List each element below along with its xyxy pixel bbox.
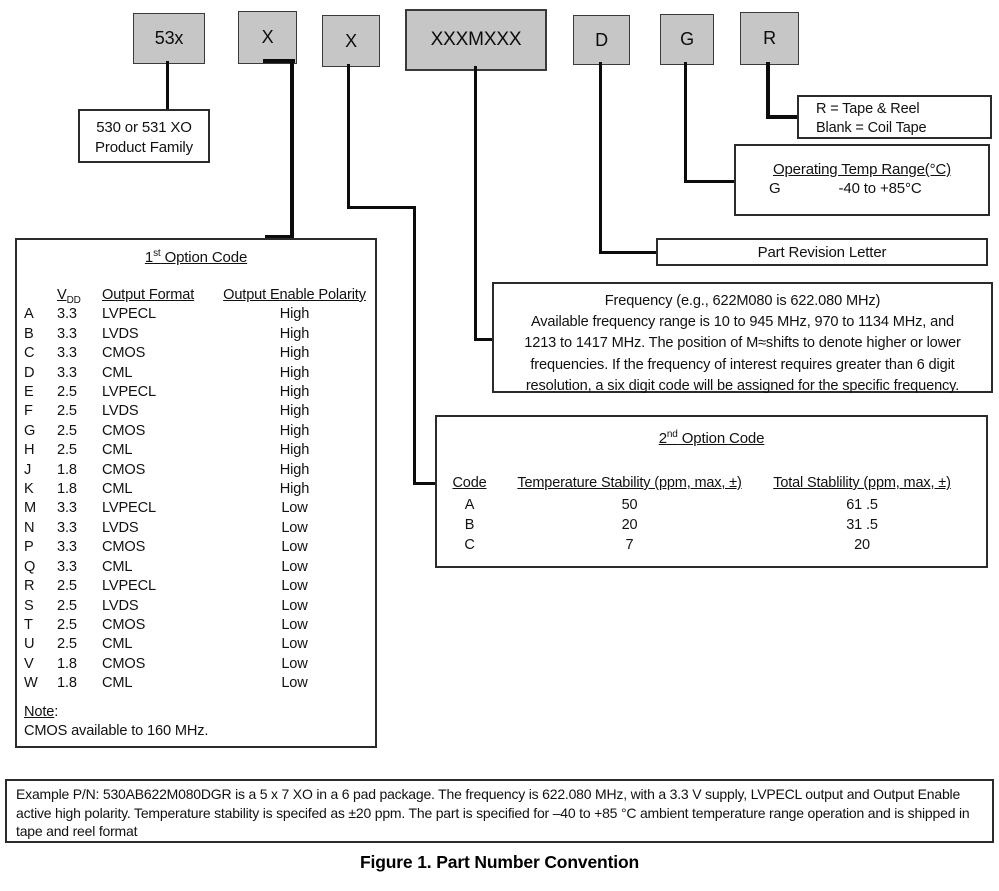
option1-cell-polarity: Low [281, 539, 308, 556]
option1-row [17, 383, 375, 402]
option1-cell-format: CML [102, 364, 133, 381]
option1-cell-code: P [24, 539, 34, 556]
option1-cell-vdd: 2.5 [57, 422, 77, 439]
part-code-box-option1 [238, 11, 297, 64]
option1-cell-format: LVPECL [102, 578, 156, 595]
operating-temp-title: Operating Temp Range(°C) [772, 161, 952, 178]
option1-cell-format: CML [102, 558, 133, 575]
option1-cell-code: S [24, 597, 34, 614]
option1-cell-format: CML [102, 481, 133, 498]
option1-cell-polarity: Low [281, 558, 308, 575]
connector-revision-horizontal [599, 251, 657, 254]
frequency-line: Frequency (e.g., 622M080 is 622.080 MHz) [604, 293, 881, 309]
option1-row [17, 305, 375, 324]
option1-cell-format: LVDS [102, 325, 139, 342]
option1-cell-format: CMOS [102, 461, 146, 478]
option2-header-row [437, 473, 986, 493]
option2-rows [437, 495, 986, 555]
option1-cell-code: R [24, 578, 35, 595]
option1-cell-format: CMOS [102, 539, 146, 556]
part-code-box-reel [740, 12, 799, 65]
option1-cell-format: CML [102, 636, 133, 653]
option1-row [17, 674, 375, 693]
tape-reel-line1: R = Tape & Reel [816, 101, 920, 117]
option1-row [17, 461, 375, 480]
option1-cell-code: N [24, 519, 35, 536]
option1-cell-polarity: Low [281, 616, 308, 633]
example-text: Example P/N: 530AB622M080DGR is a 5 x 7 XO in a 6 pad package. The frequency is 622.080 MHz, with a 3.3 V supply, LVPECL output and Output Enable active high polarity. Temperature stability is specifed as ±20 ppm. The part is specified for –40 to +85 °C ambient temperature range operation and is shipped in tape and reel format [16, 786, 970, 840]
frequency-line: resolution, a six digit code will be assigned for the specific frequency. [525, 377, 960, 394]
part-code-box-temp [660, 14, 714, 65]
option1-cell-vdd: 1.8 [57, 655, 77, 672]
option1-row [17, 616, 375, 635]
option1-cell-code: B [24, 325, 34, 342]
option1-cell-vdd: 1.8 [57, 481, 77, 498]
example-box [5, 779, 994, 843]
option2-header-code: Code [452, 475, 487, 491]
figure-caption: Figure 1. Part Number Convention [359, 852, 640, 872]
option1-cell-polarity: High [279, 384, 310, 401]
option1-cell-vdd: 3.3 [57, 345, 77, 362]
option1-cell-code: J [24, 461, 32, 478]
part-revision-label: Part Revision Letter [757, 244, 887, 261]
option1-note: Note: CMOS available to 160 MHz. [17, 703, 375, 742]
option1-cell-vdd: 1.8 [57, 675, 77, 692]
option1-cell-polarity: Low [281, 636, 308, 653]
option1-cell-polarity: Low [281, 597, 308, 614]
option1-title: 1st Option Code [144, 248, 248, 266]
option1-cell-code: Q [24, 558, 36, 575]
connector-revision-vertical [599, 62, 602, 254]
option1-cell-vdd: 2.5 [57, 442, 77, 459]
option1-cell-vdd: 2.5 [57, 403, 77, 420]
option1-row [17, 635, 375, 654]
product-family-line1: 530 or 531 XO [96, 119, 192, 136]
option1-cell-polarity: Low [281, 675, 308, 692]
option1-row [17, 519, 375, 538]
option1-cell-format: LVPECL [102, 500, 156, 517]
option1-header-vdd: $V_{DD}$ [57, 287, 81, 306]
connector-temp-horizontal [684, 180, 735, 183]
option1-row [17, 558, 375, 577]
product-family-line2: Product Family [95, 138, 193, 156]
option2-cell-total: 31 .5 [846, 517, 878, 533]
tape-reel-line2: Blank = Coil Tape [816, 120, 927, 136]
option1-cell-polarity: High [279, 403, 310, 420]
option1-row [17, 402, 375, 421]
option1-cell-polarity: High [279, 422, 310, 439]
option2-cell-total: 20 [854, 537, 870, 553]
connector-option1-vertical [290, 59, 294, 239]
option1-header-row [17, 286, 375, 305]
option1-cell-format: LVDS [102, 403, 139, 420]
part-code-box-family [133, 13, 205, 64]
option1-cell-format: CMOS [102, 345, 146, 362]
part-code-label: X [345, 30, 357, 51]
part-revision-box [656, 238, 988, 266]
connector-option2-v2 [413, 206, 416, 485]
frequency-line: 1213 to 1417 MHz. The position of M≈shifts to denote higher or lower [524, 335, 961, 352]
option2-cell-temp: 7 [625, 537, 634, 553]
connector-option2-v1 [347, 64, 350, 209]
option1-cell-polarity: Low [281, 655, 308, 672]
option1-cell-code: F [24, 403, 33, 420]
option1-cell-format: LVDS [102, 519, 139, 536]
option1-row [17, 538, 375, 557]
option1-row [17, 655, 375, 674]
part-code-label: G [680, 29, 694, 49]
part-code-label: R [763, 28, 776, 48]
option1-cell-code: U [24, 636, 35, 653]
option1-cell-vdd: 3.3 [57, 539, 77, 556]
connector-option2-h2 [413, 482, 436, 485]
option1-cell-vdd: 3.3 [57, 306, 77, 323]
option1-cell-polarity: High [279, 345, 310, 362]
option1-header-format: Output Format [102, 287, 195, 303]
option1-cell-code: V [24, 655, 34, 672]
option1-row [17, 577, 375, 596]
option1-cell-code: K [24, 481, 34, 498]
connector-frequency-horizontal [474, 338, 493, 341]
operating-temp-box [734, 144, 990, 216]
option1-cell-format: LVPECL [102, 384, 156, 401]
option1-row [17, 499, 375, 518]
part-code-label: X [261, 27, 274, 47]
option1-cell-format: CMOS [102, 616, 146, 633]
option1-cell-polarity: Low [281, 519, 308, 536]
part-code-label: D [595, 29, 608, 50]
connector-reel-vertical [766, 62, 770, 119]
option1-row [17, 325, 375, 344]
option2-cell-temp: 50 [621, 497, 638, 513]
option1-cell-vdd: 3.3 [57, 364, 77, 381]
option2-cell-code: B [464, 517, 475, 533]
part-code-box-frequency [405, 9, 547, 71]
operating-temp-code: G [769, 180, 781, 197]
option2-cell-code: C [464, 537, 475, 553]
option1-cell-code: T [24, 616, 33, 633]
option2-cell-temp: 20 [621, 517, 638, 533]
option1-cell-vdd: 3.3 [57, 558, 77, 575]
option1-cell-vdd: 1.8 [57, 461, 77, 478]
frequency-line: Available frequency range is 10 to 945 MHz, 970 to 1134 MHz, and [530, 314, 955, 331]
option2-title: 2nd Option Code [658, 429, 765, 447]
option1-cell-polarity: Low [281, 578, 308, 595]
option1-row [17, 364, 375, 383]
option1-cell-format: LVDS [102, 597, 139, 614]
option1-cell-polarity: Low [281, 500, 308, 517]
connector-reel-horizontal [766, 115, 798, 119]
option1-cell-code: G [24, 422, 36, 439]
option1-cell-code: A [24, 306, 34, 323]
option1-rows [17, 305, 375, 693]
frequency-line: frequencies. If the frequency of interest requires greater than 6 digit [530, 356, 955, 373]
frequency-box [492, 282, 993, 393]
option2-header-total: Total Stablility (ppm, max, ±) [773, 475, 951, 491]
option1-row [17, 597, 375, 616]
option2-box [435, 415, 988, 568]
option1-cell-polarity: High [279, 481, 310, 498]
option1-cell-polarity: High [279, 364, 310, 381]
option1-cell-vdd: 3.3 [57, 519, 77, 536]
tape-reel-box [797, 95, 992, 139]
option1-cell-format: CML [102, 675, 133, 692]
option1-cell-code: D [24, 364, 35, 381]
option2-row [437, 515, 986, 535]
option1-cell-format: CML [102, 442, 133, 459]
part-code-label: 53x [154, 28, 184, 48]
part-code-label: XXXMXXX [430, 29, 522, 50]
option1-cell-code: M [24, 500, 37, 517]
option2-row [437, 535, 986, 555]
part-code-box-option2 [322, 15, 380, 67]
option1-cell-vdd: 3.3 [57, 325, 77, 342]
option1-cell-format: CMOS [102, 655, 146, 672]
option1-cell-vdd: 2.5 [57, 616, 77, 633]
option1-cell-vdd: 2.5 [57, 636, 77, 653]
option1-cell-vdd: 2.5 [57, 597, 77, 614]
option1-cell-code: H [24, 442, 35, 459]
option2-cell-total: 61 .5 [846, 497, 878, 513]
option1-header-polarity: Output Enable Polarity [223, 287, 366, 303]
option1-cell-polarity: High [279, 325, 310, 342]
option1-table [17, 286, 375, 694]
operating-temp-range: -40 to +85°C [838, 180, 922, 197]
connector-temp-vertical [684, 62, 687, 183]
connector-family [166, 61, 169, 110]
option1-cell-code: E [24, 384, 34, 401]
option1-cell-code: W [24, 675, 38, 692]
option1-cell-polarity: High [279, 306, 310, 323]
option1-cell-vdd: 3.3 [57, 500, 77, 517]
option1-note-text: CMOS available to 160 MHz. [24, 722, 209, 739]
option1-row [17, 344, 375, 363]
option1-row [17, 422, 375, 441]
option1-cell-format: CMOS [102, 422, 146, 439]
product-family-box [78, 109, 210, 163]
connector-option2-h1 [347, 206, 416, 209]
option1-box [15, 238, 377, 748]
option1-cell-polarity: High [279, 461, 310, 478]
option2-row [437, 495, 986, 515]
option1-cell-vdd: 2.5 [57, 384, 77, 401]
option1-row [17, 441, 375, 460]
option1-cell-vdd: 2.5 [57, 578, 77, 595]
option1-cell-format: LVPECL [102, 306, 156, 323]
option2-cell-code: A [464, 497, 475, 513]
option2-header-temp: Temperature Stability (ppm, max, ±) [517, 475, 742, 491]
option1-row [17, 480, 375, 499]
option1-cell-polarity: High [279, 442, 310, 459]
part-code-box-revision [573, 15, 630, 65]
connector-frequency-vertical [474, 66, 477, 341]
option1-cell-code: C [24, 345, 35, 362]
option1-note-label: Note [24, 703, 55, 720]
